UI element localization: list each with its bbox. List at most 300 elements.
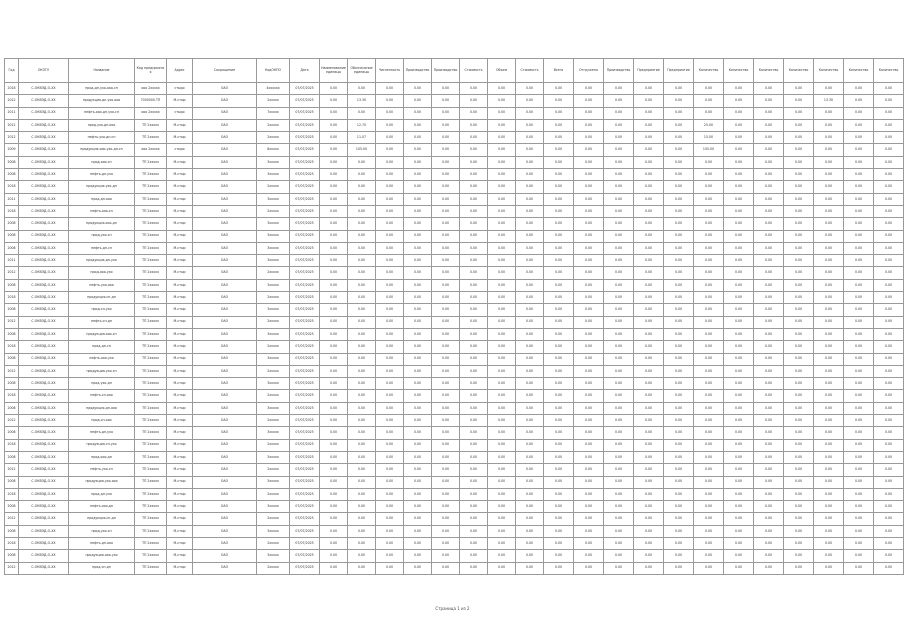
table-cell: 0.00 <box>844 83 874 95</box>
table-cell: ОАО <box>193 501 257 513</box>
table-cell: 0.00 <box>664 427 694 439</box>
table-cell: 0.00 <box>460 365 488 377</box>
table-cell: 2ххххх <box>257 132 290 144</box>
table-cell: 0.00 <box>694 562 724 574</box>
table-cell: 0.00 <box>754 513 784 525</box>
table-cell: 0.00 <box>320 451 348 463</box>
table-cell: 0.00 <box>320 427 348 439</box>
table-cell: 0.00 <box>544 353 574 365</box>
table-cell: 0.00 <box>404 316 432 328</box>
table-cell: 0.00 <box>754 119 784 131</box>
table-cell: 0.00 <box>784 119 814 131</box>
table-cell: 0.00 <box>634 488 664 500</box>
table-cell: 0.00 <box>376 537 404 549</box>
table-cell: 0.00 <box>544 304 574 316</box>
table-cell: 0.00 <box>724 83 754 95</box>
table-cell: 2ххххх <box>257 365 290 377</box>
table-cell: 0.00 <box>460 83 488 95</box>
table-cell: 2008 <box>5 156 19 168</box>
table-cell: 0.00 <box>432 402 460 414</box>
table-cell: 0.00 <box>844 107 874 119</box>
table-cell: М-стыр <box>167 476 193 488</box>
table-cell: 0.00 <box>724 525 754 537</box>
table-cell: 0.00 <box>544 390 574 402</box>
table-cell: 0.00 <box>874 156 904 168</box>
table-cell: С-ОКВЭД-О-ХХ <box>19 304 69 316</box>
table-cell: 0.00 <box>754 427 784 439</box>
table-cell: 0.00 <box>460 390 488 402</box>
table-cell: М-стыр <box>167 169 193 181</box>
table-cell: 0.00 <box>754 476 784 488</box>
table-cell: 0.00 <box>460 316 488 328</box>
table-cell: 0.00 <box>604 451 634 463</box>
table-cell: 0.00 <box>634 402 664 414</box>
table-cell: 0.00 <box>460 132 488 144</box>
table-cell: С-ОКВЭД-О-ХХ <box>19 144 69 156</box>
table-cell: 0.00 <box>348 513 376 525</box>
table-row <box>5 132 904 144</box>
table-cell: 0.00 <box>432 476 460 488</box>
table-cell: 0.00 <box>694 255 724 267</box>
table-cell: 0.00 <box>724 132 754 144</box>
table-row <box>5 119 904 131</box>
table-cell: 0.00 <box>544 501 574 513</box>
table-cell: 0.00 <box>404 464 432 476</box>
table-row <box>5 537 904 549</box>
table-cell: 0.00 <box>634 95 664 107</box>
table-cell: 0.00 <box>544 464 574 476</box>
table-cell: 0.00 <box>724 144 754 156</box>
table-cell: 2ххххх <box>257 181 290 193</box>
table-cell: 0.00 <box>544 341 574 353</box>
table-cell: ОАО <box>193 119 257 131</box>
table-cell: 0.00 <box>404 95 432 107</box>
table-cell: 0.00 <box>544 242 574 254</box>
table-cell: 0.00 <box>814 107 844 119</box>
table-cell: ОАО <box>193 132 257 144</box>
table-cell: 2ххххх <box>257 316 290 328</box>
table-cell: 0.00 <box>544 476 574 488</box>
table-cell: 0.00 <box>604 427 634 439</box>
table-cell: нефть-дн-ухо <box>69 169 135 181</box>
table-cell: 07/07/2025 <box>290 427 320 439</box>
table-cell: 0.00 <box>544 562 574 574</box>
table-cell: 0.00 <box>844 144 874 156</box>
table-cell: 0.00 <box>724 390 754 402</box>
table-cell: 0.00 <box>516 439 544 451</box>
table-cell: ТП 2ххххх <box>135 476 167 488</box>
table-cell: ТП 2ххххх <box>135 181 167 193</box>
table-cell: 0.00 <box>604 353 634 365</box>
table-cell: 0.00 <box>376 378 404 390</box>
table-cell: 0.00 <box>432 304 460 316</box>
table-cell: 0.00 <box>376 353 404 365</box>
table-row <box>5 476 904 488</box>
table-row <box>5 292 904 304</box>
table-cell: 105.00 <box>694 144 724 156</box>
table-cell: 07/07/2025 <box>290 181 320 193</box>
table-cell: С-ОКВЭД-О-ХХ <box>19 353 69 365</box>
table-row <box>5 451 904 463</box>
table-cell: 0.00 <box>348 562 376 574</box>
table-cell: 0.00 <box>784 341 814 353</box>
table-cell: 0.00 <box>404 365 432 377</box>
table-cell: 0.00 <box>664 292 694 304</box>
table-cell: нефть-ооо-ухо <box>69 353 135 365</box>
table-cell: 0.00 <box>664 316 694 328</box>
table-cell: 0.00 <box>844 390 874 402</box>
table-cell: 0.00 <box>784 144 814 156</box>
table-cell: 0.00 <box>460 193 488 205</box>
table-cell: 0.00 <box>874 255 904 267</box>
table-cell: 0.00 <box>874 501 904 513</box>
table-cell: ТП 2ххххх <box>135 255 167 267</box>
table-cell: 0.00 <box>432 513 460 525</box>
table-cell: М-стыр <box>167 304 193 316</box>
table-cell: 2012 <box>5 464 19 476</box>
table-cell: 0.00 <box>664 464 694 476</box>
table-cell: продукция-ооо-сп <box>69 328 135 340</box>
table-cell: 0.00 <box>844 550 874 562</box>
table-head <box>5 59 904 83</box>
table-cell: 0.00 <box>516 562 544 574</box>
table-cell: 0.00 <box>544 267 574 279</box>
table-cell: 0.00 <box>320 132 348 144</box>
table-cell: ТП 2ххххх <box>135 451 167 463</box>
table-cell: ОАО <box>193 255 257 267</box>
table-cell: 0.00 <box>376 513 404 525</box>
table-cell: 0.00 <box>460 488 488 500</box>
table-cell: 0.00 <box>320 501 348 513</box>
table-cell: 0.00 <box>814 304 844 316</box>
table-cell: 3ххххх <box>257 501 290 513</box>
table-cell: 0.00 <box>694 427 724 439</box>
table-cell: 0.00 <box>874 390 904 402</box>
table-cell: М-стыр <box>167 415 193 427</box>
table-cell: 0.00 <box>348 402 376 414</box>
table-cell: 0.00 <box>844 525 874 537</box>
table-cell: 0.00 <box>664 193 694 205</box>
table-cell: 0.00 <box>844 132 874 144</box>
table-cell: 2012 <box>5 132 19 144</box>
table-cell: 0.00 <box>754 267 784 279</box>
table-cell: 0.00 <box>376 316 404 328</box>
table-cell: 2ххххх <box>257 488 290 500</box>
table-cell: 0.00 <box>460 169 488 181</box>
table-cell: 0.00 <box>376 193 404 205</box>
table-cell: 2008 <box>5 451 19 463</box>
table-cell: 0.00 <box>516 476 544 488</box>
table-cell: 0.00 <box>694 230 724 242</box>
table-cell: 3ххххх <box>257 328 290 340</box>
table-cell: 0.00 <box>516 267 544 279</box>
table-cell: 0.00 <box>574 83 604 95</box>
table-cell: ОАО <box>193 488 257 500</box>
table-cell: 0.00 <box>574 169 604 181</box>
table-cell: 0.00 <box>694 279 724 291</box>
table-cell: 2011 <box>5 255 19 267</box>
table-cell: 0.00 <box>754 402 784 414</box>
table-cell: М-стыр <box>167 427 193 439</box>
table-cell: 07/07/2025 <box>290 267 320 279</box>
table-cell: 0.00 <box>724 304 754 316</box>
table-cell: 2012 <box>5 562 19 574</box>
table-cell: 0.00 <box>634 476 664 488</box>
table-cell: 07/07/2025 <box>290 83 320 95</box>
table-cell: С-ОКВЭД-О-ХХ <box>19 267 69 279</box>
table-cell: 0.00 <box>376 415 404 427</box>
table-cell: прод-ооо-дн <box>69 451 135 463</box>
table-cell: 0.00 <box>432 341 460 353</box>
table-cell: 0.00 <box>664 402 694 414</box>
table-cell: 0.00 <box>432 427 460 439</box>
table-row <box>5 501 904 513</box>
table-cell: 2ххххх <box>257 341 290 353</box>
table-cell: ооо 2ххххх <box>135 144 167 156</box>
page-number: Страница 1 из 2 <box>435 606 470 611</box>
table-cell: ОАО <box>193 279 257 291</box>
table-cell: 0.00 <box>348 156 376 168</box>
table-cell: 0.00 <box>784 451 814 463</box>
table-cell: продукция-дн-ооо <box>69 402 135 414</box>
table-cell: 0.00 <box>724 156 754 168</box>
table-cell: 2008 <box>5 402 19 414</box>
table-cell: 07/07/2025 <box>290 242 320 254</box>
table-cell: 0.00 <box>376 402 404 414</box>
table-cell: 0.00 <box>376 242 404 254</box>
table-cell: 2ххххх <box>257 415 290 427</box>
table-cell: 0.00 <box>376 476 404 488</box>
table-cell: 0.00 <box>784 501 814 513</box>
table-cell: 0.00 <box>604 144 634 156</box>
table-cell: 2ххххх <box>257 537 290 549</box>
table-cell: 07/07/2025 <box>290 365 320 377</box>
table-cell: 2018 <box>5 341 19 353</box>
table-cell: 0.00 <box>348 218 376 230</box>
table-cell: 0.00 <box>544 144 574 156</box>
table-cell: 0.00 <box>376 83 404 95</box>
table-cell: 0.00 <box>320 390 348 402</box>
table-cell: 0.00 <box>784 230 814 242</box>
table-cell: 0.00 <box>784 292 814 304</box>
table-cell: 0.00 <box>348 439 376 451</box>
table-cell: 0.00 <box>634 427 664 439</box>
table-cell: 0.00 <box>574 181 604 193</box>
table-cell: 0.00 <box>634 181 664 193</box>
table-cell: 0.00 <box>874 267 904 279</box>
table-cell: 0.00 <box>814 242 844 254</box>
column-header: Сокращение <box>193 59 257 83</box>
table-cell: 0.00 <box>376 292 404 304</box>
table-cell: 0.00 <box>664 390 694 402</box>
table-cell: 2008 <box>5 242 19 254</box>
table-cell: 0.00 <box>634 255 664 267</box>
table-cell: 0.00 <box>844 451 874 463</box>
table-cell: 0.00 <box>544 292 574 304</box>
table-cell: 0.00 <box>488 365 516 377</box>
table-cell: 0.00 <box>320 562 348 574</box>
table-cell: 07/07/2025 <box>290 378 320 390</box>
table-cell: 0.00 <box>320 95 348 107</box>
table-cell: 07/07/2025 <box>290 353 320 365</box>
table-row <box>5 107 904 119</box>
table-cell: 2008 <box>5 525 19 537</box>
table-cell: 0.00 <box>544 205 574 217</box>
table-cell: 0.00 <box>460 451 488 463</box>
table-row <box>5 144 904 156</box>
table-cell: ТП 2ххххх <box>135 378 167 390</box>
table-cell: 0.00 <box>694 205 724 217</box>
table-cell: стыро <box>167 144 193 156</box>
table-cell: 0.00 <box>320 255 348 267</box>
table-cell: 0.00 <box>488 525 516 537</box>
table-cell: 0.00 <box>516 83 544 95</box>
table-cell: С-ОКВЭД-О-ХХ <box>19 476 69 488</box>
table-cell: 0.00 <box>874 193 904 205</box>
table-cell: ооо 2ххххх <box>135 83 167 95</box>
table-cell: 0.00 <box>348 550 376 562</box>
table-cell: ТП 2ххххх <box>135 353 167 365</box>
table-cell: 0.00 <box>604 304 634 316</box>
table-cell: 0.00 <box>664 156 694 168</box>
table-cell: 0.00 <box>664 132 694 144</box>
table-cell: 0.00 <box>488 181 516 193</box>
table-cell: 3ххххх <box>257 255 290 267</box>
table-cell: 0.00 <box>634 562 664 574</box>
table-cell: ОАО <box>193 328 257 340</box>
table-cell: 0.00 <box>634 218 664 230</box>
table-cell: 4хххххх <box>257 83 290 95</box>
table-cell: 2018 <box>5 181 19 193</box>
table-cell: 0.00 <box>516 205 544 217</box>
table-cell: 07/07/2025 <box>290 218 320 230</box>
table-cell: 0.00 <box>814 501 844 513</box>
column-header: Количество <box>844 59 874 83</box>
table-cell: 0.00 <box>604 83 634 95</box>
table-cell: 2008 <box>5 501 19 513</box>
table-cell: 0.00 <box>874 451 904 463</box>
table-cell: 0.00 <box>516 132 544 144</box>
table-cell: 0.00 <box>376 439 404 451</box>
table-cell: 0.00 <box>784 402 814 414</box>
table-cell: 0.00 <box>320 415 348 427</box>
table-cell: 0.00 <box>320 525 348 537</box>
table-cell: С-ОКВЭД-О-ХХ <box>19 218 69 230</box>
table-cell: 0.00 <box>784 439 814 451</box>
table-cell: 0.00 <box>544 525 574 537</box>
table-cell: ТП 2ххххх <box>135 267 167 279</box>
table-cell: ОАО <box>193 390 257 402</box>
table-cell: 0.00 <box>544 279 574 291</box>
table-cell: 11.07 <box>348 132 376 144</box>
table-cell: 0.00 <box>784 132 814 144</box>
table-cell: 0.00 <box>574 353 604 365</box>
table-cell: 2ххххх <box>257 205 290 217</box>
table-cell: 0.00 <box>664 181 694 193</box>
column-header: Количество <box>814 59 844 83</box>
table-cell: 0.00 <box>320 341 348 353</box>
table-cell: 0.00 <box>460 415 488 427</box>
table-cell: 0.00 <box>404 427 432 439</box>
table-cell: 0.00 <box>754 341 784 353</box>
table-cell: 2ххххх <box>257 439 290 451</box>
table-cell: 3ххххх <box>257 550 290 562</box>
table-cell: 0.00 <box>488 415 516 427</box>
table-cell: 2018 <box>5 83 19 95</box>
table-cell: 0.00 <box>664 255 694 267</box>
table-cell: 0.00 <box>574 95 604 107</box>
table-cell: 0.00 <box>460 427 488 439</box>
table-cell: 0.00 <box>634 316 664 328</box>
table-cell: ТП 2ххххх <box>135 119 167 131</box>
table-cell: 0.00 <box>784 205 814 217</box>
table-cell: ТП 2ххххх <box>135 341 167 353</box>
table-cell: 07/07/2025 <box>290 415 320 427</box>
table-cell: 0.00 <box>516 193 544 205</box>
table-cell: 0.00 <box>404 439 432 451</box>
table-cell: 0.00 <box>432 95 460 107</box>
table-cell: 105.00 <box>348 144 376 156</box>
table-cell: ТП 2ххххх <box>135 365 167 377</box>
table-cell: 0.00 <box>404 279 432 291</box>
table-cell: 0.00 <box>460 402 488 414</box>
table-cell: 0.00 <box>784 316 814 328</box>
table-cell: 0.00 <box>488 218 516 230</box>
table-cell: С-ОКВЭД-О-ХХ <box>19 193 69 205</box>
table-cell: 0.00 <box>664 476 694 488</box>
table-cell: 0.00 <box>574 316 604 328</box>
table-row <box>5 193 904 205</box>
table-cell: 0.00 <box>488 427 516 439</box>
table-cell: М-стыр <box>167 316 193 328</box>
column-header: Дата <box>290 59 320 83</box>
table-row <box>5 562 904 574</box>
table-cell: 0.00 <box>664 144 694 156</box>
table-cell: М-стыр <box>167 341 193 353</box>
table-cell: 0.00 <box>460 279 488 291</box>
table-cell: 0.00 <box>634 501 664 513</box>
table-cell: 0.00 <box>574 402 604 414</box>
table-cell: 0.00 <box>634 230 664 242</box>
table-cell: 0.00 <box>694 242 724 254</box>
table-cell: 07/07/2025 <box>290 451 320 463</box>
table-cell: 0.00 <box>432 218 460 230</box>
table-cell: 0.00 <box>724 464 754 476</box>
table-cell: 0.00 <box>634 267 664 279</box>
table-cell: 0.00 <box>844 156 874 168</box>
table-cell: М-стыр <box>167 193 193 205</box>
table-cell: 0.00 <box>376 156 404 168</box>
table-cell: 0.00 <box>432 279 460 291</box>
table-cell: 0.00 <box>604 218 634 230</box>
table-cell: нефть-ооо-дн <box>69 501 135 513</box>
table-cell: 0.00 <box>320 218 348 230</box>
table-cell: 0.00 <box>754 107 784 119</box>
table-cell: 0.00 <box>754 562 784 574</box>
column-header: Предприятие <box>634 59 664 83</box>
table-row <box>5 279 904 291</box>
table-cell: 0.00 <box>516 95 544 107</box>
table-row <box>5 156 904 168</box>
table-cell: продукция-сп-дн <box>69 513 135 525</box>
table-cell: 0.00 <box>488 328 516 340</box>
table-cell: ОАО <box>193 439 257 451</box>
table-cell: 0.00 <box>544 316 574 328</box>
table-cell: 0.00 <box>604 415 634 427</box>
table-cell: 0.00 <box>604 132 634 144</box>
table-cell: 0.00 <box>874 464 904 476</box>
table-cell: 0.00 <box>460 267 488 279</box>
